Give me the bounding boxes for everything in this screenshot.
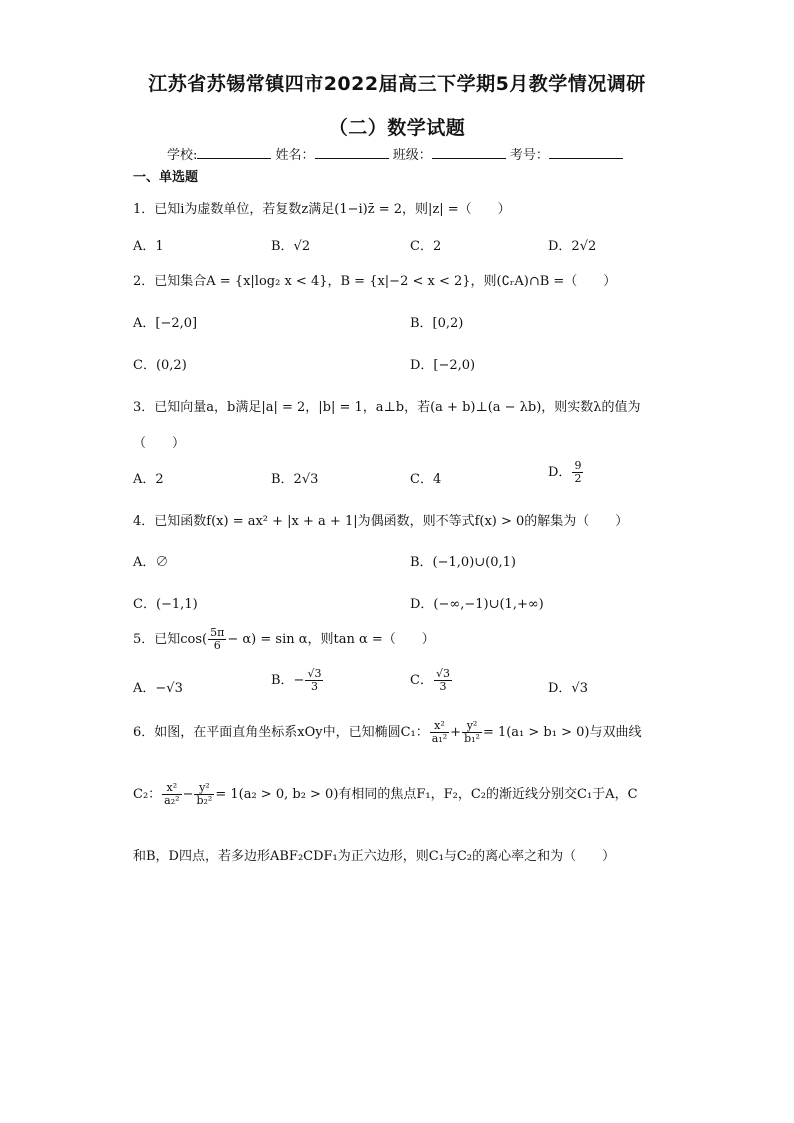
question-6-line-3: 和B，D四点，若多边形ABF₂CDF₁为正六边形，则C₁与C₂的离心率之和为（ ） — [133, 849, 616, 864]
student-info-row — [167, 144, 623, 163]
q6-hyperbola-y-term — [194, 782, 214, 807]
q2-option-c: C．(0,2) — [133, 358, 187, 373]
q5-option-c — [410, 668, 453, 693]
q6-ellipse-y-term — [462, 720, 482, 745]
q5-option-b-label: B．− — [271, 673, 305, 688]
q6-ellipse-x-num: x² — [430, 720, 449, 733]
exam-title-line1: 江苏省苏锡常镇四市2022届高三下学期5月教学情况调研 — [148, 73, 646, 95]
q2-option-a: A．[−2,0] — [133, 316, 198, 331]
q2-option-d: D．[−2,0) — [410, 358, 476, 373]
q3-d-numerator: 9 — [574, 459, 582, 472]
q5-stem-start: 5．已知cos( — [133, 632, 208, 647]
q5-b-numerator: √3 — [307, 667, 322, 680]
q3-option-a: A．2 — [133, 472, 164, 487]
q6-line1-end: = 1(a₁ > b₁ > 0)与双曲线 — [482, 725, 642, 740]
q6-line2-end: = 1(a₂ > 0, b₂ > 0)有相同的焦点F₁，F₂，C₂的渐近线分别交C₁于A，C — [215, 787, 638, 802]
q4-option-b: B．(−1,0)∪(0,1) — [410, 555, 516, 570]
q6-hyperbola-y-den: b₂² — [196, 794, 213, 807]
q5-angle-fraction — [208, 627, 226, 652]
q6-ellipse-y-num: y² — [462, 720, 482, 733]
q4-option-c: C．(−1,1) — [133, 597, 198, 612]
q3-option-b: B．2√3 — [271, 472, 319, 487]
q6-ellipse-x-den: a₁² — [431, 732, 448, 745]
q4-option-d: D．(−∞,−1)∪(1,+∞) — [410, 597, 544, 612]
class-blank — [432, 146, 506, 159]
q3-option-d-label: D． — [548, 465, 572, 480]
question-2-stem: 2．已知集合A = {x|log₂ x < 4}，B = {x|−2 < x < 2}，则(∁ᵣA)∩B =（ ） — [133, 274, 617, 289]
exam-title-line2: （二）数学试题 — [328, 117, 466, 139]
q3-option-d — [548, 460, 584, 485]
question-3-stem-continued: （ ） — [133, 436, 186, 451]
q5-c-numerator: √3 — [435, 667, 450, 680]
q6-ellipse-y-den: b₁² — [464, 732, 480, 745]
q6-hyperbola-x-term — [162, 782, 181, 807]
question-5-stem — [133, 627, 435, 652]
q6-hyperbola-x-num: x² — [162, 782, 181, 795]
question-4-stem: 4．已知函数f(x) = ax² + |x + a + 1|为偶函数，则不等式f(x) > 0的解集为（ ） — [133, 514, 629, 529]
q6-hyperbola-y-num: y² — [194, 782, 214, 795]
q5-angle-denominator: 6 — [213, 639, 221, 652]
q6-ellipse-x-term — [430, 720, 449, 745]
q3-option-d-fraction — [572, 460, 583, 485]
q1-option-a: A．1 — [133, 239, 164, 254]
q1-option-d: D．2√2 — [548, 239, 597, 254]
question-6-line-1 — [133, 720, 641, 745]
q6-minus-sign: − — [182, 787, 194, 802]
question-1-stem: 1．已知i为虚数单位，若复数z满足(1−i)z̄ = 2，则|z| =（ ） — [133, 202, 511, 217]
q4-option-a: A．∅ — [133, 555, 169, 570]
q1-option-c: C．2 — [410, 239, 442, 254]
q5-stem-end: − α) = sin α，则tan α =（ ） — [227, 632, 435, 647]
q5-option-b — [271, 668, 324, 693]
q2-option-b: B．[0,2) — [410, 316, 464, 331]
q5-c-denominator: 3 — [439, 680, 447, 693]
exam-number-label: 考号： — [509, 148, 549, 163]
school-blank — [197, 146, 271, 159]
section-heading: 一、单选题 — [133, 170, 199, 185]
q5-option-b-fraction — [305, 668, 323, 693]
q5-option-d: D．√3 — [548, 681, 588, 696]
q6-line2-start: C₂： — [133, 787, 162, 802]
q1-option-b: B．√2 — [271, 239, 311, 254]
q6-hyperbola-x-den: a₂² — [164, 794, 180, 807]
q5-option-c-label: C． — [410, 673, 433, 688]
q5-b-denominator: 3 — [310, 680, 318, 693]
q3-d-denominator: 2 — [574, 472, 582, 485]
question-6-line-2 — [133, 782, 638, 807]
q5-angle-numerator: 5π — [210, 626, 225, 639]
q5-option-a: A．−√3 — [133, 681, 183, 696]
school-label: 学校: — [167, 148, 198, 163]
name-label: 姓名： — [275, 148, 315, 163]
name-blank — [315, 146, 389, 159]
q5-option-c-fraction — [434, 668, 452, 693]
question-3-stem: 3．已知向量a，b满足|a| = 2，|b| = 1，a⊥b，若(a + b)⊥(a − λb)，则实数λ的值为 — [133, 400, 641, 415]
exam-number-blank — [549, 146, 623, 159]
q3-option-c: C．4 — [410, 472, 442, 487]
q6-plus-sign: + — [450, 725, 462, 740]
q6-line1-start: 6．如图，在平面直角坐标系xOy中，已知椭圆C₁： — [133, 725, 429, 740]
class-label: 班级： — [392, 148, 432, 163]
